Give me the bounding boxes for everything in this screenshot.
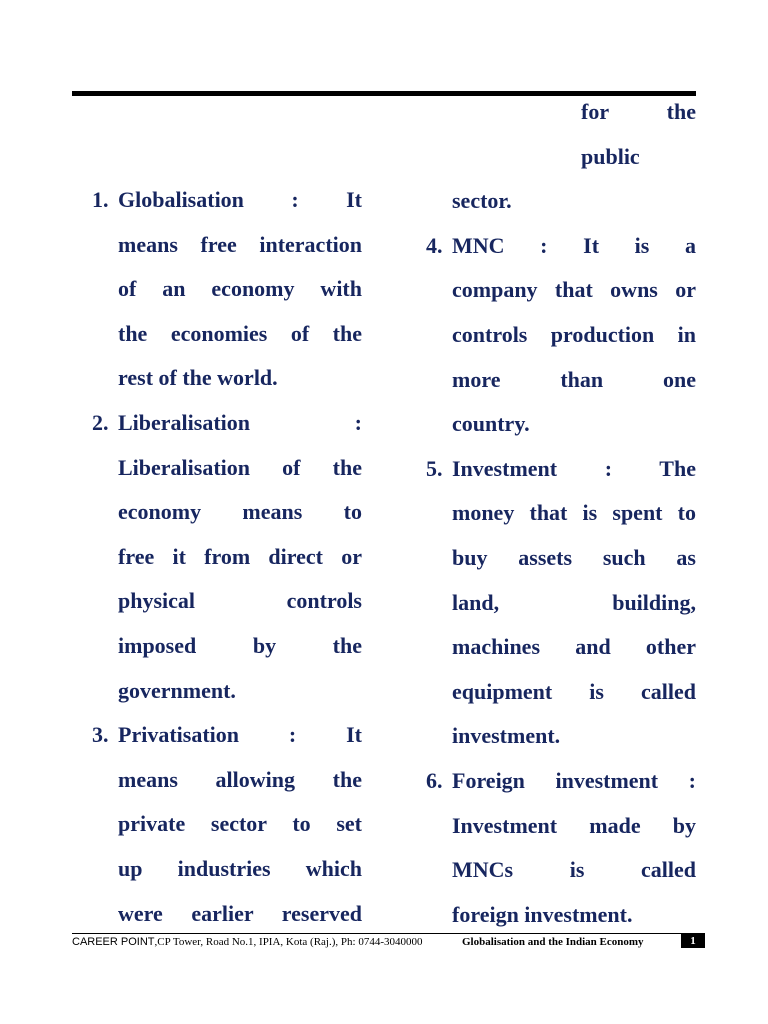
list-number: 5. xyxy=(426,455,443,481)
line-text: foreign investment. xyxy=(452,901,633,927)
text-line xyxy=(92,624,362,669)
text-line xyxy=(92,892,362,937)
text-line xyxy=(92,802,362,847)
text-line xyxy=(426,358,696,403)
text-line xyxy=(92,535,362,580)
line-text: Investment made by xyxy=(452,812,696,838)
text-line xyxy=(426,759,696,804)
text-line xyxy=(92,178,362,223)
text-line xyxy=(426,670,696,715)
line-text: rest of the world. xyxy=(118,365,278,391)
footer-publisher xyxy=(72,936,423,948)
text-line xyxy=(92,356,362,401)
text-line xyxy=(426,447,696,492)
line-text: imposed by the xyxy=(118,632,362,658)
line-text: investment. xyxy=(452,723,561,749)
line-text: public xyxy=(581,143,640,169)
footer-address: ,CP Tower, Road No.1, IPIA, Kota (Raj.), Ph: 0744-3040000 xyxy=(154,936,423,948)
page-number: 1 xyxy=(681,934,705,948)
line-text: MNC : It is a xyxy=(452,232,696,258)
text-line xyxy=(426,224,696,269)
line-text: Privatisation : It xyxy=(118,722,362,748)
text-line xyxy=(92,847,362,892)
text-line xyxy=(426,625,696,670)
line-text: free it from direct or xyxy=(118,543,362,569)
line-text: money that is spent to xyxy=(452,500,696,526)
line-text: of an economy with xyxy=(118,276,362,302)
text-line xyxy=(92,669,362,714)
text-line xyxy=(426,402,696,447)
line-text: buy assets such as xyxy=(452,544,696,570)
text-line xyxy=(426,179,696,224)
line-text: means allowing the xyxy=(118,766,362,792)
left-column xyxy=(92,178,362,936)
line-text: MNCs is called xyxy=(452,857,696,883)
line-text: Liberalisation : xyxy=(118,409,362,435)
text-line xyxy=(426,804,696,849)
text-line xyxy=(426,313,696,358)
right-column xyxy=(426,90,696,937)
text-line xyxy=(426,90,696,135)
line-text: Investment : The xyxy=(452,455,696,481)
text-line xyxy=(92,223,362,268)
footer-brand: CAREER POINT xyxy=(72,936,155,948)
text-line xyxy=(426,536,696,581)
footer-chapter-title: Globalisation and the Indian Economy xyxy=(462,936,644,948)
text-line xyxy=(426,268,696,313)
line-text: country. xyxy=(452,411,530,437)
text-line xyxy=(426,848,696,893)
line-text: more than one xyxy=(452,366,696,392)
line-text: government. xyxy=(118,677,236,703)
text-line xyxy=(92,758,362,803)
text-line xyxy=(92,490,362,535)
line-text: the economies of the xyxy=(118,320,362,346)
line-text: land, building, xyxy=(452,589,696,615)
line-text: sector. xyxy=(452,188,512,214)
text-line xyxy=(426,491,696,536)
line-text: economy means to xyxy=(118,499,362,525)
text-line xyxy=(92,446,362,491)
text-line xyxy=(426,893,696,938)
line-text: means free interaction xyxy=(118,231,362,257)
text-line xyxy=(92,312,362,357)
list-number: 1. xyxy=(92,187,109,212)
line-text: Globalisation : It xyxy=(118,187,362,212)
line-text: controls production in xyxy=(452,321,696,347)
line-text: machines and other xyxy=(452,634,696,660)
text-line xyxy=(92,579,362,624)
text-line xyxy=(426,135,696,180)
line-text: for the xyxy=(581,99,696,124)
line-text: Liberalisation of the xyxy=(118,454,362,480)
footer-rule xyxy=(72,933,705,934)
list-number: 2. xyxy=(92,409,109,435)
list-number: 4. xyxy=(426,232,443,258)
line-text: company that owns or xyxy=(452,277,696,303)
line-text: private sector to set xyxy=(118,811,362,837)
text-line xyxy=(426,581,696,626)
line-text: physical controls xyxy=(118,588,362,614)
text-line xyxy=(92,713,362,758)
text-line xyxy=(92,267,362,312)
line-text: were earlier reserved xyxy=(118,900,362,926)
line-text: equipment is called xyxy=(452,678,696,704)
list-number: 3. xyxy=(92,722,109,748)
line-text: up industries which xyxy=(118,855,362,881)
text-line xyxy=(426,714,696,759)
line-text: Foreign investment : xyxy=(452,767,696,793)
list-number: 6. xyxy=(426,767,443,793)
text-line xyxy=(92,401,362,446)
